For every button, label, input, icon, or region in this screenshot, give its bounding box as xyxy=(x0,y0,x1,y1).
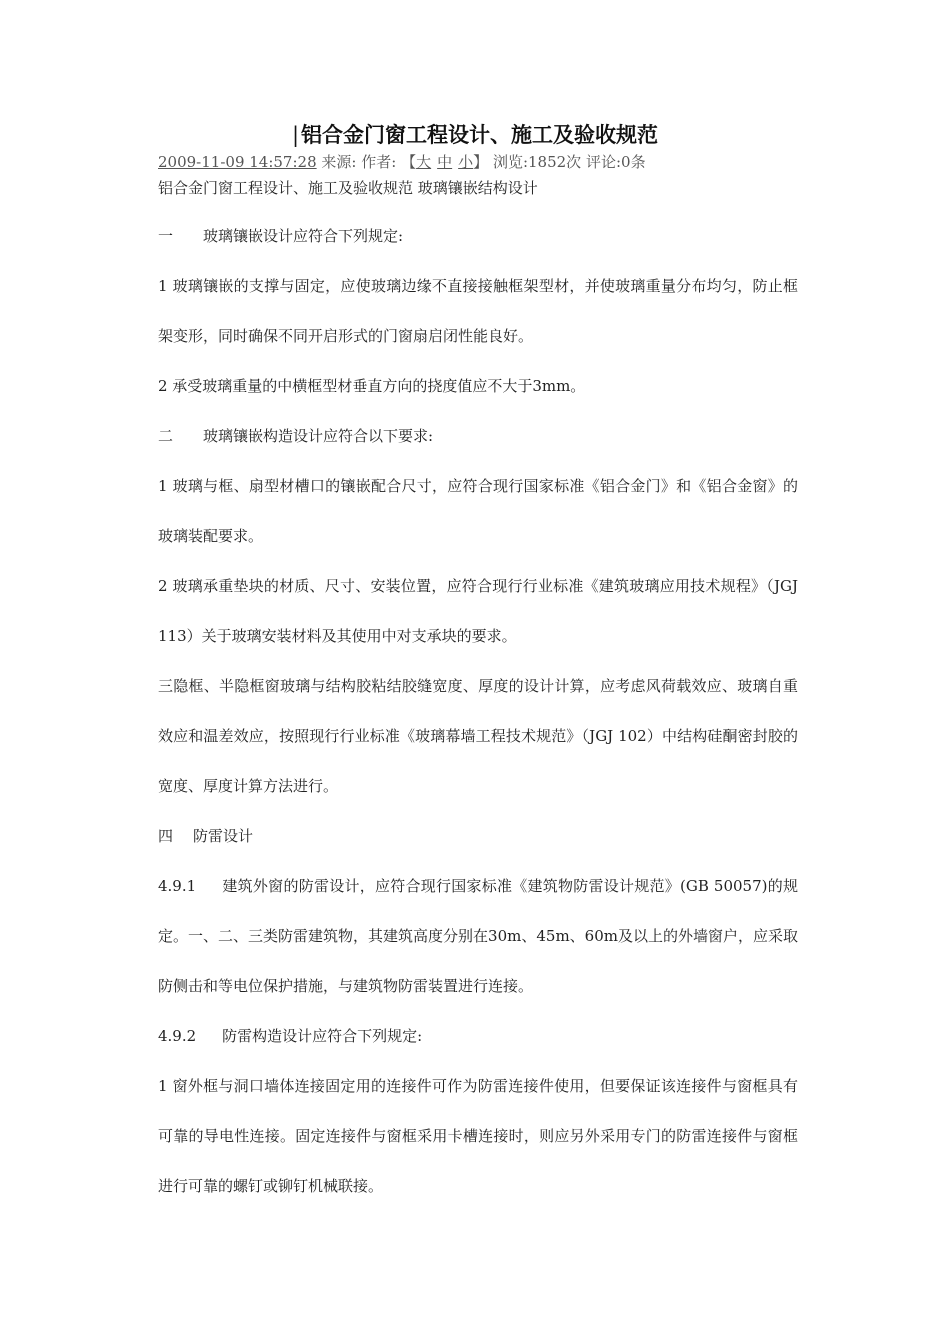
section-heading-4 xyxy=(158,811,798,861)
title-text: 铝合金门窗工程设计、施工及验收规范 xyxy=(301,122,659,147)
paragraph-text: 建筑外窗的防雷设计，应符合现行国家标准《建筑物防雷设计规范》(GB 50057)的规定。一、二、三类防雷建筑物，其建筑高度分别在30m、45m、60m及以上的外墙窗户，应采取防侧击和等电位保护措施，与建筑物防雷装置进行连接。 xyxy=(158,877,798,995)
section-heading-2 xyxy=(158,411,798,461)
paragraph-text: 玻璃镶嵌设计应符合下列规定: xyxy=(203,227,404,245)
font-size-large-link[interactable]: 大 xyxy=(416,153,432,171)
font-size-bracket-close: 】 xyxy=(473,153,489,171)
section-number: 一 xyxy=(158,227,174,245)
paragraph-3: 1 玻璃与框、扇型材槽口的镶嵌配合尺寸，应符合现行国家标准《铝合金门》和《铝合金窗》的玻璃装配要求。 xyxy=(158,477,798,545)
article-subtitle: 铝合金门窗工程设计、施工及验收规范 玻璃镶嵌结构设计 xyxy=(158,179,538,197)
clause-4-9-2 xyxy=(158,1011,798,1061)
paragraph-4: 2 玻璃承重垫块的材质、尺寸、安装位置，应符合现行行业标准《建筑玻璃应用技术规程》（JGJ 113）关于玻璃安装材料及其使用中对支承块的要求。 xyxy=(158,577,798,645)
font-size-small-link[interactable]: 小 xyxy=(458,153,474,171)
paragraph-text: 防雷设计 xyxy=(193,827,254,845)
font-size-bracket-open: 【 xyxy=(401,153,417,171)
paragraph-6: 1 窗外框与洞口墙体连接固定用的连接件可作为防雷连接件使用，但要保证该连接件与窗框具有可靠的导电性连接。固定连接件与窗框采用卡槽连接时，则应另外采用专门的防雷连接件与窗框进行可靠的螺钉或铆钉机械联接。 xyxy=(158,1077,798,1195)
view-count: 浏览:1852次 xyxy=(492,153,582,171)
section-number: 四 xyxy=(158,827,174,845)
paragraph-1: 1 玻璃镶嵌的支撑与固定，应使玻璃边缘不直接接触框架型材，并使玻璃重量分布均匀，防止框架变形，同时确保不同开启形式的门窗扇启闭性能良好。 xyxy=(158,277,798,345)
article-meta xyxy=(158,152,646,172)
paragraph-2: 2 承受玻璃重量的中横框型材垂直方向的挠度值应不大于3mm。 xyxy=(158,377,586,395)
comment-count: 评论:0条 xyxy=(585,153,646,171)
paragraph-5: 三隐框、半隐框窗玻璃与结构胶粘结胶缝宽度、厚度的设计计算，应考虑风荷载效应、玻璃自重效应和温差效应，按照现行行业标准《玻璃幕墙工程技术规范》（JGJ 102）中结构硅酮密封胶的宽度、厚度计算方法进行。 xyxy=(158,677,798,795)
clause-number: 4.9.2 xyxy=(158,1027,197,1045)
font-size-medium-link[interactable]: 中 xyxy=(437,153,453,171)
source-label: 来源: xyxy=(321,153,357,171)
section-heading-1 xyxy=(158,211,798,261)
clause-4-9-1 xyxy=(158,861,798,1011)
clause-number: 4.9.1 xyxy=(158,877,197,895)
publish-date: 2009-11-09 14:57:28 xyxy=(158,153,317,171)
title-bar-mark: | xyxy=(291,123,300,147)
paragraph-text: 玻璃镶嵌构造设计应符合以下要求: xyxy=(203,427,434,445)
section-number: 二 xyxy=(158,427,174,445)
article-title xyxy=(0,120,950,150)
author-label: 作者: xyxy=(361,153,397,171)
paragraph-text: 防雷构造设计应符合下列规定: xyxy=(222,1027,423,1045)
